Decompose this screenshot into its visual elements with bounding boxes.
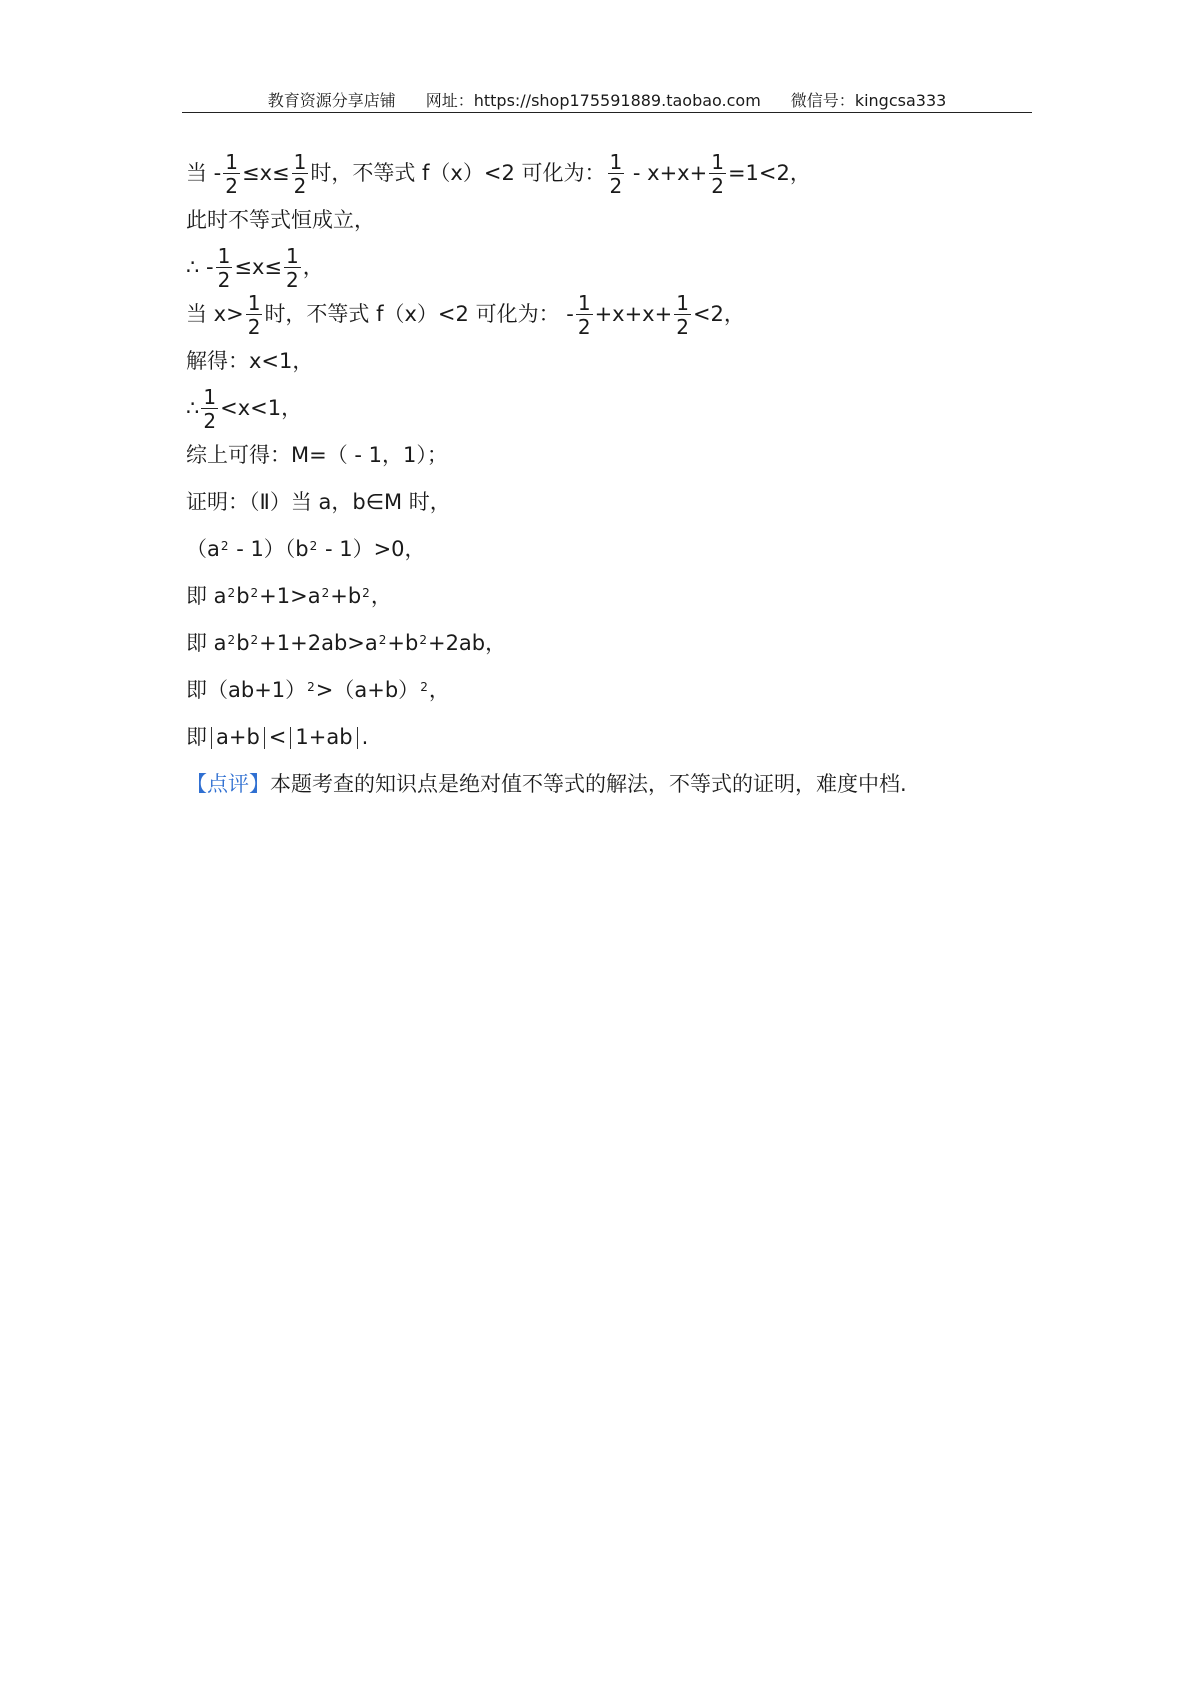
superscript: 2 — [227, 586, 236, 600]
text-segment: 即 a — [186, 631, 227, 655]
text-segment: 1+ab — [295, 725, 353, 749]
fraction-denominator: 2 — [293, 173, 307, 198]
page-header — [182, 88, 1032, 110]
text-segment: . — [361, 725, 369, 749]
text-segment: ， — [302, 255, 324, 279]
text-segment: +2ab， — [427, 631, 507, 655]
text-segment: ∴ - — [186, 255, 214, 279]
fraction — [608, 149, 625, 198]
fraction-denominator: 2 — [577, 314, 591, 339]
text-segment: +b — [330, 584, 362, 608]
text-segment: =1<2， — [727, 161, 811, 185]
text-segment: 证明：（Ⅱ）当 a，b∈M 时， — [186, 490, 451, 514]
text-segment: 即（ab+1） — [186, 678, 307, 702]
solution-line-8 — [186, 479, 1046, 526]
fraction-numerator: 1 — [247, 290, 261, 315]
fraction — [576, 290, 593, 339]
text-segment: 综上可得：M=（ - 1，1）； — [186, 443, 448, 467]
solution-line-13 — [186, 714, 1046, 761]
text-segment: - 1）>0， — [318, 537, 426, 561]
text-segment: （a — [186, 537, 220, 561]
abs-bar — [290, 727, 291, 749]
text-segment: >（a+b） — [315, 678, 420, 702]
fraction-numerator: 1 — [577, 290, 591, 315]
fraction-denominator: 2 — [217, 267, 231, 292]
solution-line-4 — [186, 291, 1046, 338]
solution-line-1 — [186, 150, 1046, 197]
fraction-numerator: 1 — [225, 149, 238, 174]
superscript: 2 — [321, 586, 330, 600]
abs-bar — [264, 727, 265, 749]
text-segment: b — [236, 584, 250, 608]
fraction-numerator: 1 — [609, 149, 623, 174]
text-segment: 即 — [186, 725, 207, 749]
fraction-denominator: 2 — [203, 408, 217, 433]
superscript: 2 — [362, 586, 370, 600]
superscript: 2 — [309, 539, 318, 553]
solution-body — [186, 150, 1046, 808]
superscript: 2 — [250, 633, 259, 647]
url-label: 网址： — [425, 91, 474, 110]
superscript: 2 — [250, 586, 259, 600]
superscript: 2 — [307, 680, 315, 694]
superscript: 2 — [378, 633, 387, 647]
text-segment: ∴ — [186, 396, 200, 420]
fraction — [246, 290, 263, 339]
text-segment: +1+2ab>a — [259, 631, 378, 655]
abs-bar — [357, 727, 358, 749]
superscript: 2 — [419, 633, 427, 647]
text-segment: 当 - — [186, 161, 222, 185]
text-segment: ≤x≤ — [234, 255, 282, 279]
fraction-numerator: 1 — [711, 149, 724, 174]
solution-line-2 — [186, 197, 1046, 244]
comment-text: 本题考查的知识点是绝对值不等式的解法，不等式的证明，难度中档. — [270, 772, 907, 796]
fraction — [201, 384, 218, 433]
fraction-numerator: 1 — [217, 243, 231, 268]
text-segment: a+b — [216, 725, 260, 749]
fraction-denominator: 2 — [285, 267, 299, 292]
wechat-id — [791, 88, 947, 110]
text-segment: +x+x+ — [594, 302, 673, 326]
shop-name: 教育资源分享店铺 — [267, 91, 396, 110]
header-divider — [182, 112, 1032, 113]
comment-line — [186, 761, 1046, 808]
text-segment: +1>a — [259, 584, 321, 608]
text-segment: +b — [387, 631, 419, 655]
text-segment: - x+x+ — [626, 161, 708, 185]
solution-line-12 — [186, 667, 1046, 714]
fraction — [674, 290, 691, 339]
text-segment: 解得：x<1， — [186, 349, 314, 373]
text-segment: ， — [370, 584, 392, 608]
superscript: 2 — [227, 633, 236, 647]
solution-line-5 — [186, 338, 1046, 385]
text-segment: <x<1， — [220, 396, 303, 420]
url-value: https://shop175591889.taobao.com — [473, 91, 761, 110]
fraction-numerator: 1 — [676, 290, 689, 315]
fraction-denominator: 2 — [247, 314, 261, 339]
solution-line-9 — [186, 526, 1046, 573]
shop-url — [426, 88, 761, 110]
text-segment: 时，不等式 f（x）<2 可化为： — [310, 161, 606, 185]
text-segment: ≤x≤ — [242, 161, 290, 185]
text-segment: 即 a — [186, 584, 227, 608]
superscript: 2 — [220, 539, 229, 553]
text-segment: b — [236, 631, 250, 655]
text-segment: 当 x> — [186, 302, 244, 326]
fraction-denominator: 2 — [711, 173, 724, 198]
fraction-numerator: 1 — [293, 149, 307, 174]
text-segment: 此时不等式恒成立， — [186, 208, 375, 232]
comment-label: 【点评】 — [186, 772, 270, 796]
solution-line-7 — [186, 432, 1046, 479]
fraction — [216, 243, 233, 292]
fraction — [284, 243, 301, 292]
text-segment: ， — [428, 678, 450, 702]
wechat-value: kingcsa333 — [854, 91, 947, 110]
fraction — [292, 149, 309, 198]
fraction-denominator: 2 — [225, 173, 238, 198]
fraction — [223, 149, 240, 198]
abs-bar — [211, 727, 212, 749]
solution-line-3 — [186, 244, 1046, 291]
fraction-numerator: 1 — [285, 243, 299, 268]
solution-line-6 — [186, 385, 1046, 432]
superscript: 2 — [420, 680, 428, 694]
solution-line-10 — [186, 573, 1046, 620]
solution-line-11 — [186, 620, 1046, 667]
text-segment: <2， — [692, 302, 745, 326]
fraction — [709, 149, 726, 198]
fraction-denominator: 2 — [676, 314, 689, 339]
text-segment: - 1）（b — [229, 537, 309, 561]
fraction-denominator: 2 — [609, 173, 623, 198]
fraction-numerator: 1 — [203, 384, 217, 409]
wechat-label: 微信号： — [790, 91, 855, 110]
text-segment: 时，不等式 f（x）<2 可化为： - — [264, 302, 574, 326]
text-segment: < — [268, 725, 287, 749]
